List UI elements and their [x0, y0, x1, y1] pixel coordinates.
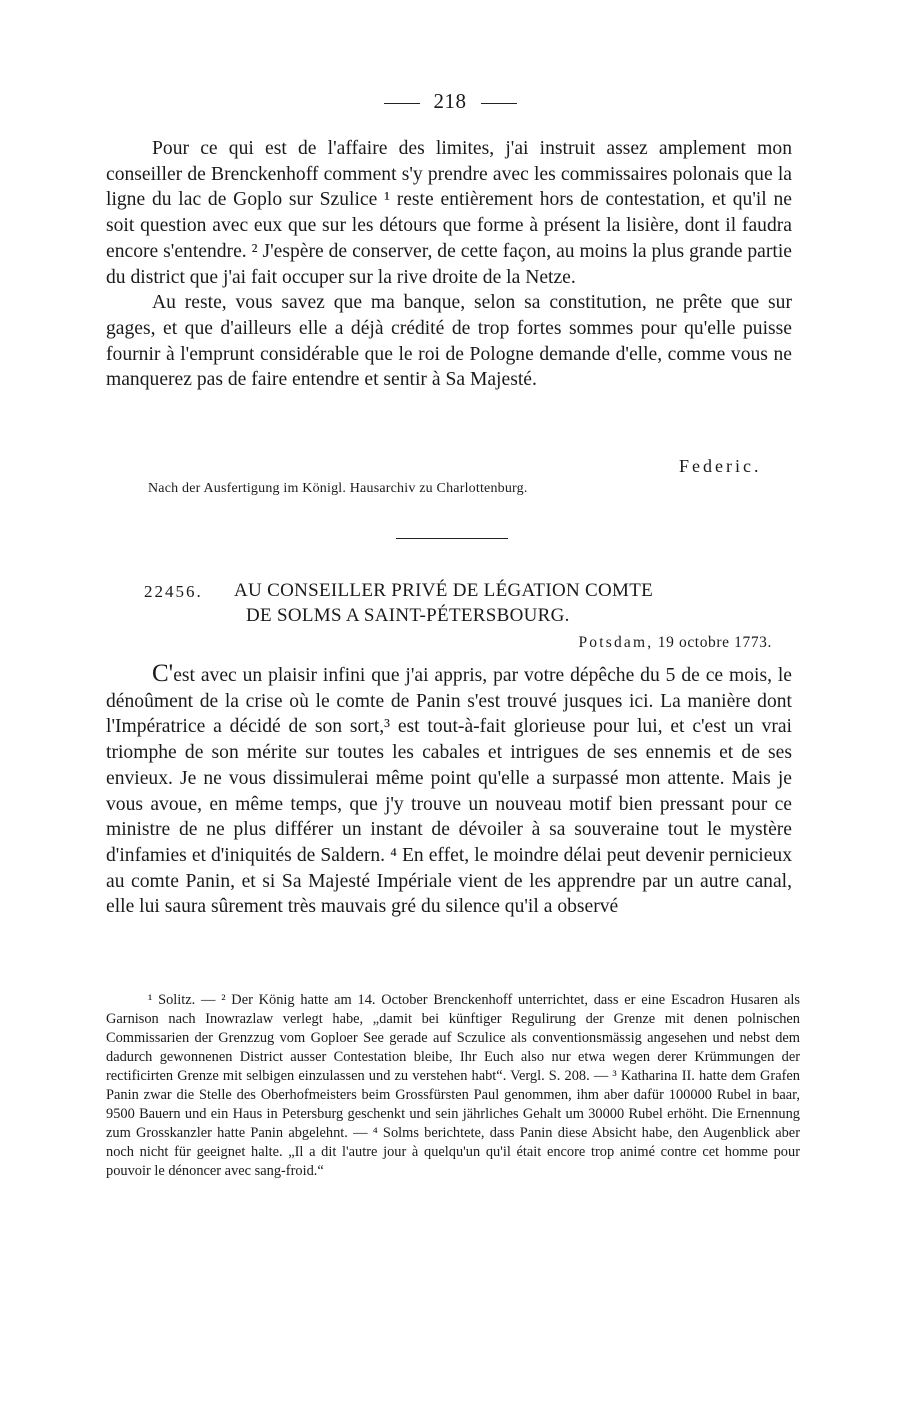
signature: Federic.	[679, 456, 762, 476]
page-number: 218	[433, 89, 467, 113]
paragraph: Au reste, vous savez que ma banque, selon sa constitution, ne prête que sur gages, et que d'ailleurs elle a déjà crédité de trop fortes sommes pour qu'elle puisse fournir à l'emprunt considérable que le roi de Pologne demande d'elle, comme vous ne manquerez pas de faire entendre et sentir à Sa Majesté.	[106, 292, 792, 391]
paragraph: C'est avec un plaisir infini que j'ai appris, par votre dépêche du 5 de ce mois, le dénoûment de la crise où le comte de Panin s'est trouvé jusques ici. La manière dont l'Impératrice a décidé de son sort,³ est tout-à-fait glorieuse pour lui, et c'est un vrai triomphe de son mérite sur toutes les cabales et intrigues de ses ennemis et de ses envieux. Je ne vous dissimulerai même point qu'elle a surpassé mon attente. Mais je vous avoue, en même temps, que j'y trouve un nouveau motif bien pressant pour ce ministre de ne plus différer un instant de dévoiler à sa souveraine tout le mystère d'infamies et d'iniquités de Saldern. ⁴ En effet, le moindre délai peut devenir pernicieux au comte Panin, et si Sa Majesté Impériale vient de les apprendre par un autre canal, elle lui saura sûrement très mauvais gré du silence qu'il a observé	[106, 660, 792, 918]
footnotes	[106, 991, 800, 1181]
paragraph: Pour ce qui est de l'affaire des limites, j'ai instruit assez amplement mon conseiller de Brenckenhoff comment s'y prendre avec les commissaires polonais que la ligne du lac de Goplo sur Szulice ¹ reste entièrement hors de contestation, et qu'il ne soit question avec eux que sur les détours que forme à présent la lisière, dont il faudra encore s'entendre. ² J'espère de conserver, de cette façon, au moins la plus grande partie du district que j'ai fait occuper sur la rive droite de la Netze.	[106, 138, 792, 288]
footnote-text: ¹ Solitz. — ² Der König hatte am 14. October Brenckenhoff unterrichtet, dass er eine Escadron Husaren als Garnison nach Inowrazlaw verlegt habe, „damit bei künftiger Regulirung der Grenze mit denen polnischen Commissarien der Grenzzug vom Goploer See gerade auf Sczulice als conventionsmässig angesehen und nebst dem dadurch gewonnenen District ausser Contestation bleibe, Ihr Euch also nur etwa wegen derer Krümmungen der rectificirten Grenze mit selbigen einzulassen und zu verstehen habt“. Vergl. S. 208. — ³ Katharina II. hatte dem Grafen Panin zwar die Stelle des Oberhofmeisters beim Grossfürsten Paul genommen, ihm aber dafür 100000 Rubel in baar, 9500 Bauern und ein Haus in Petersburg geschenkt und sein jährliches Gehalt um 30000 Rubel erhöht. Die Ernennung zum Grosskanzler hatte Panin abgelehnt. — ⁴ Solms berichtete, dass Panin diese Absicht habe, den Augenblick aber noch nicht für geeignet halte. „Il a dit l'autre jour à quelqu'un qu'il était encore trop animé contre cet homme pour pouvoir le dénoncer avec sang-froid.“	[106, 992, 800, 1179]
place-date	[578, 634, 772, 652]
source-note: Nach der Ausfertigung im Königl. Hausarchiv zu Charlottenburg.	[148, 481, 528, 496]
letter-body-2	[106, 661, 792, 920]
date: 19 octobre 1773.	[657, 634, 772, 651]
section-divider	[396, 538, 508, 539]
letter-title-line-2: DE SOLMS A SAINT-PÉTERSBOURG.	[246, 605, 570, 626]
letter-number: 22456.	[144, 582, 203, 601]
letter-title-line-1: AU CONSEILLER PRIVÉ DE LÉGATION COMTE	[234, 580, 654, 601]
header-dash-left	[384, 103, 420, 104]
letter-body-1	[106, 136, 792, 393]
header-dash-right	[481, 103, 517, 104]
page-header	[0, 89, 900, 114]
place: Potsdam,	[578, 634, 654, 651]
